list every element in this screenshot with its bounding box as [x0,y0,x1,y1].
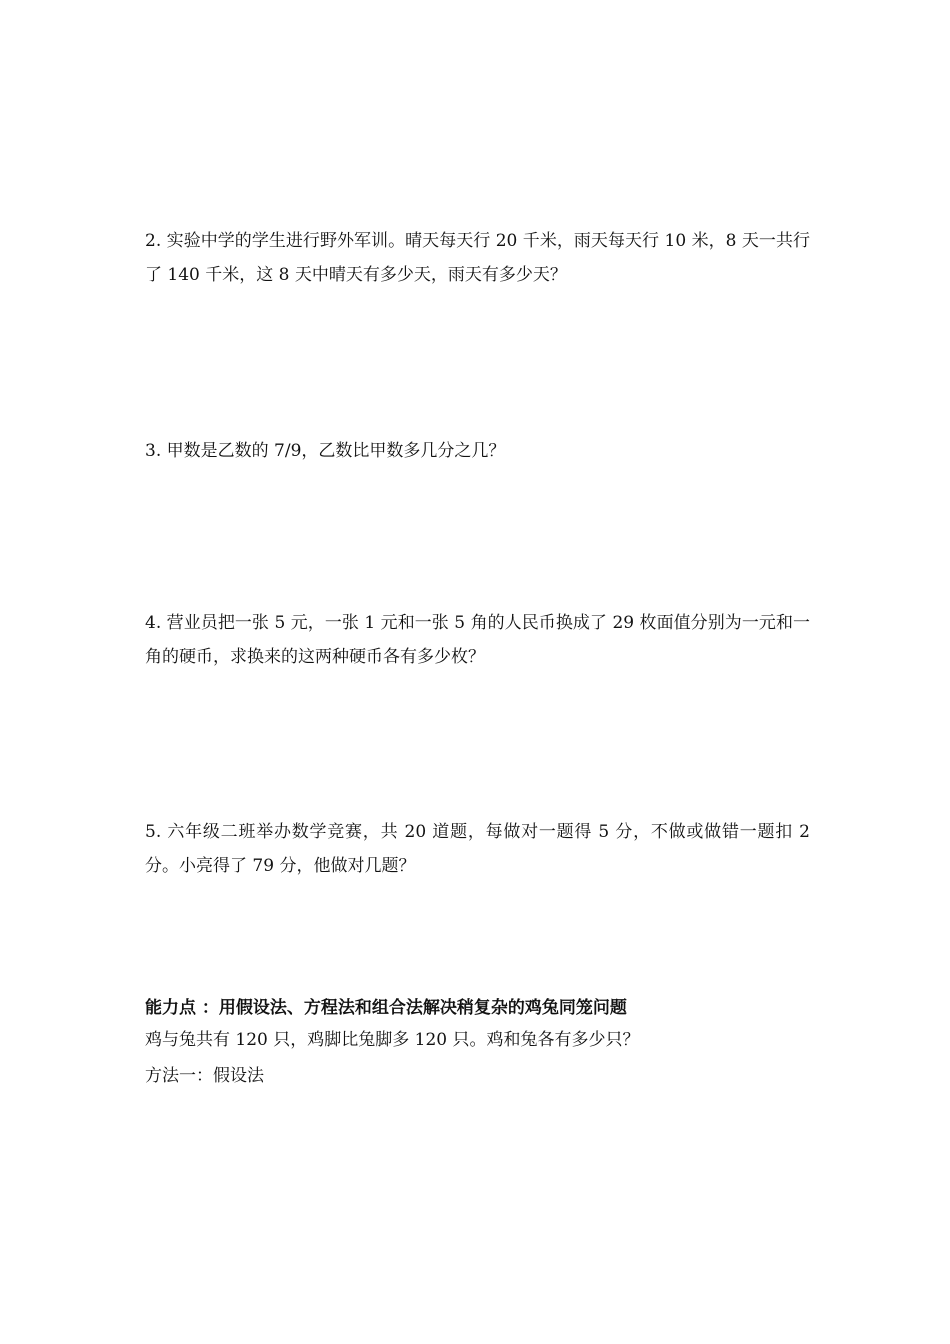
method-label: 方法一：假设法 [145,1066,264,1086]
question-4: 4. 营业员把一张 5 元，一张 1 元和一张 5 角的人民币换成了 29 枚面值分别为一元和一角的硬币，求换来的这两种硬币各有多少枚？ [145,613,810,667]
question-2: 2. 实验中学的学生进行野外军训。晴天每天行 20 千米，雨天每天行 10 米，8 天一共行了 140 千米，这 8 天中晴天有多少天，雨天有多少天？ [145,231,810,285]
section-problem: 鸡与兔共有 120 只，鸡脚比兔脚多 120 只。鸡和兔各有多少只？ [145,1030,640,1050]
question-3: 3. 甲数是乙数的 7/9，乙数比甲数多几分之几？ [145,441,506,461]
section-heading: 能力点 ：用假设法、方程法和组合法解决稍复杂的鸡兔同笼问题 [145,998,627,1018]
question-5: 5. 六年级二班举办数学竞赛，共 20 道题，每做对一题得 5 分，不做或做错一题扣 2 分。小亮得了 79 分，他做对几题？ [145,822,810,876]
